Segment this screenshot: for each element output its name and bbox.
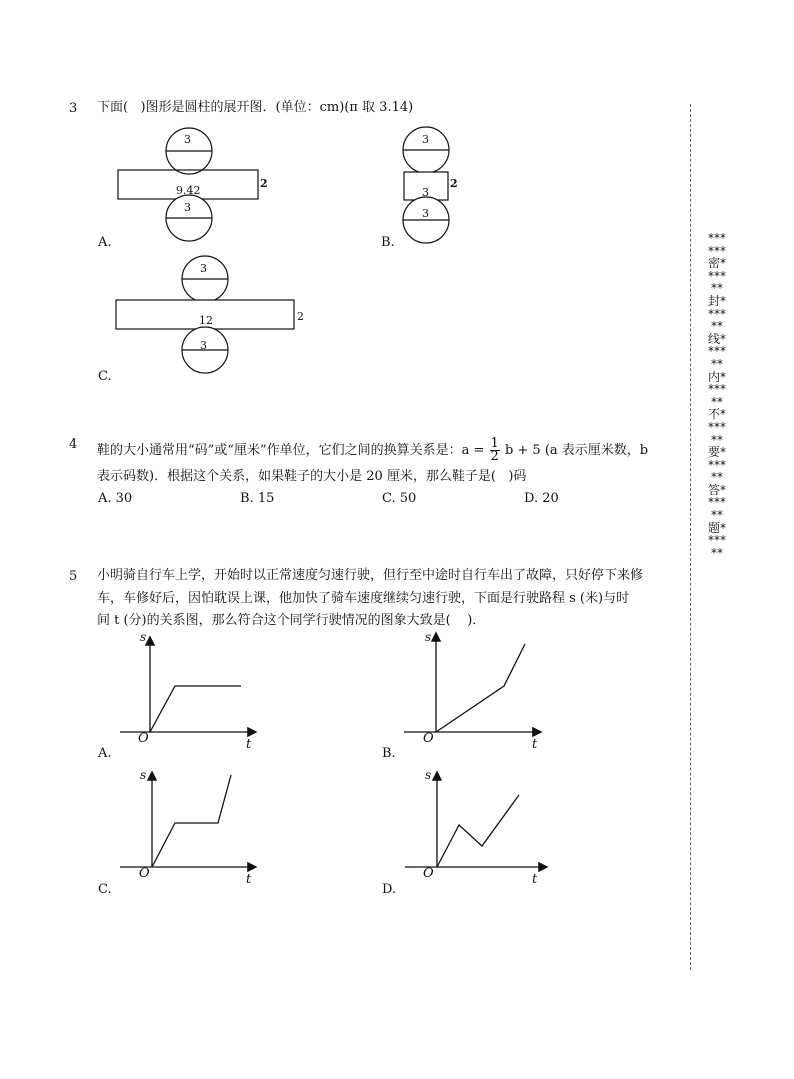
net-a-length: 9.42 — [176, 184, 201, 197]
graph-d-y-label: s — [425, 768, 432, 782]
graph-a-origin: O — [138, 731, 149, 746]
q4-frac-numerator: 1 — [490, 436, 499, 451]
q4-option-d: D. 20 — [524, 491, 559, 506]
question-4-number: 4 — [69, 437, 78, 452]
net-b-top-diameter: 3 — [422, 133, 429, 146]
question-5-line-1: 小明骑自行车上学，开始时以正常速度匀速行驶，但行至中途时自行车出了故障，只好停下来修 — [97, 568, 644, 583]
graph-a-y-label: s — [140, 630, 147, 644]
question-4-line-1 — [97, 438, 648, 463]
graph-b-origin: O — [423, 731, 434, 746]
question-4-line-2: 表示码数)．根据这个关系，如果鞋子的大小是 20 厘米，那么鞋子是( )码 — [97, 469, 527, 484]
option-c-label: C. — [98, 369, 112, 384]
graph-c-y-label: s — [140, 768, 147, 782]
q4-line1-pre: 鞋的大小通常用“码”或“厘米”作单位，它们之间的换算关系是：a = — [97, 443, 485, 458]
question-5-line-3: 间 t (分)的关系图，那么符合这个同学行驶情况的图象大致是( )． — [97, 613, 486, 628]
net-b-bottom-diameter: 3 — [422, 207, 429, 220]
graph-b-x-label: t — [532, 737, 538, 752]
question-3-text: 下面( )图形是圆柱的展开图．(单位：cm)(π 取 3.14) — [97, 100, 414, 115]
question-5-number: 5 — [69, 569, 78, 584]
net-a-height: 2 — [260, 177, 268, 190]
option-b-label: B. — [381, 235, 395, 250]
question-5-line-2: 车，车修好后，因怕耽误上课，他加快了骑车速度继续匀速行驶，下面是行驶路程 s (米)与时 — [97, 591, 630, 606]
seal-margin-text: ******密******封******线******内******不******要******答******题****** — [707, 231, 726, 560]
graph-b-y-label: s — [425, 630, 432, 644]
net-c-height: 2 — [297, 310, 304, 323]
graph-a-option-label: A. — [98, 746, 112, 761]
net-a-top-diameter: 3 — [184, 133, 191, 146]
net-c-length: 12 — [199, 314, 213, 327]
graph-d-x-label: t — [532, 872, 538, 887]
graph-c-option-label: C. — [98, 882, 112, 897]
net-b-length: 3 — [422, 186, 429, 199]
net-c-top-diameter: 3 — [200, 262, 207, 275]
graph-b-option-label: B. — [382, 746, 396, 761]
graph-c-x-label: t — [246, 872, 252, 887]
q4-option-a: A. 30 — [98, 491, 133, 506]
graph-d-option-label: D. — [382, 882, 397, 897]
q4-line1-post: b + 5 (a 表示厘米数，b — [504, 443, 649, 458]
net-a-bottom-diameter: 3 — [184, 201, 191, 214]
q4-fraction — [490, 438, 500, 463]
question-3-number: 3 — [69, 101, 78, 116]
graph-d-origin: O — [423, 866, 434, 881]
graph-c — [115, 763, 265, 893]
graph-c-origin: O — [139, 866, 150, 881]
q4-option-c: C. 50 — [382, 491, 417, 506]
q4-option-b: B. 15 — [240, 491, 275, 506]
q4-frac-denominator: 2 — [490, 449, 499, 464]
seal-dashed-line — [690, 104, 691, 970]
option-a-label: A. — [98, 235, 112, 250]
graph-a-x-label: t — [246, 737, 252, 752]
net-b-height: 2 — [450, 177, 458, 190]
net-c-bottom-diameter: 3 — [200, 339, 207, 352]
